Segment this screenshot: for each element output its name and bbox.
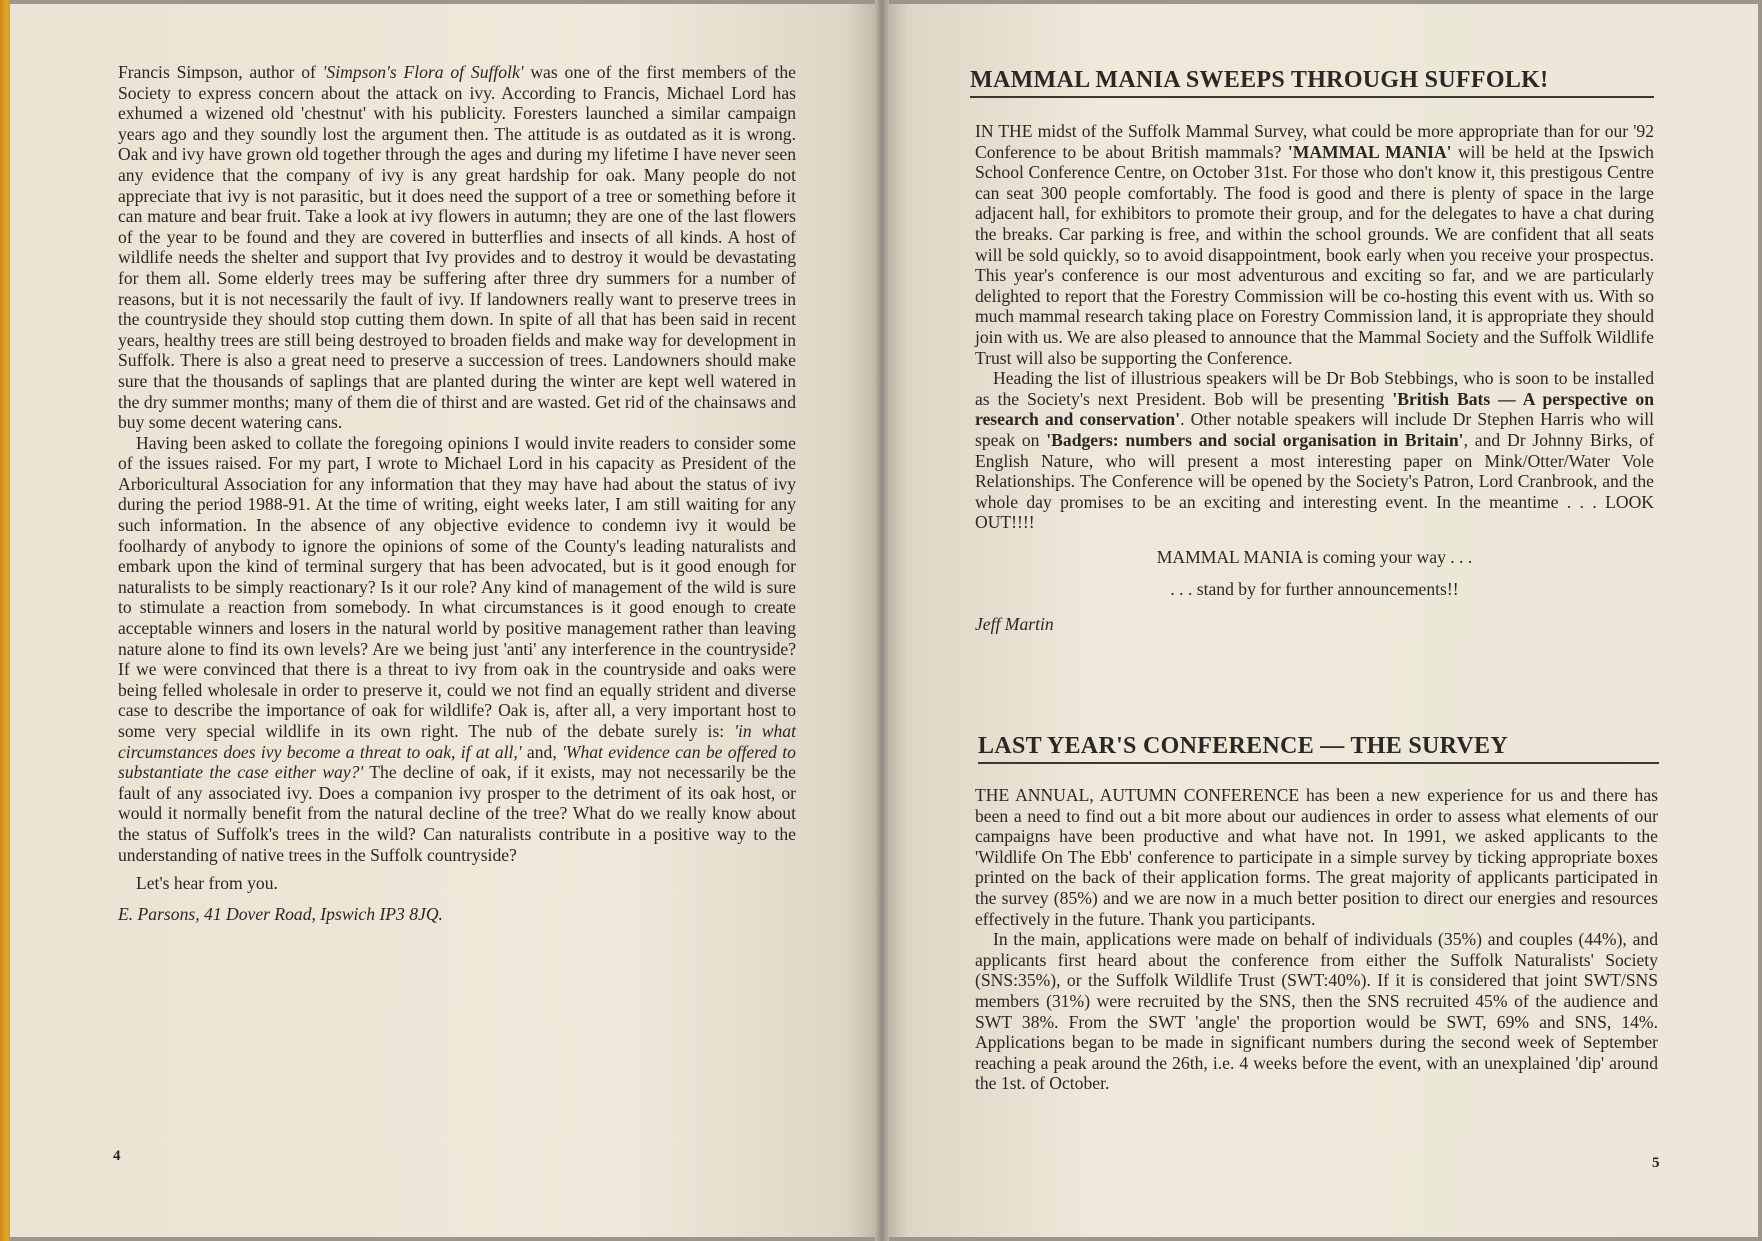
announcement-line-2: . . . stand by for further announcements!!	[1170, 579, 1459, 600]
text-run: 'Badgers: numbers and social organisation in Britain'	[1046, 429, 1464, 450]
page-number-left: 4	[113, 1148, 121, 1164]
text-run: . Other notable speakers will include Dr Stephen Harris who will speak on	[975, 409, 1655, 450]
text-run: 'Simpson's Flora of Suffolk'	[322, 62, 524, 82]
left-paragraph-2	[118, 433, 796, 865]
mammal-paragraph-1	[975, 121, 1654, 368]
text-run: 'in what circumstances does ivy become a threat to oak, if at all,'	[118, 721, 796, 762]
text-run: was one of the first members of the Society to express concern about the attack on ivy. According to Francis, Michael Lord has exhumed a wizened old 'chestnut' with his publicity. Foresters launched a similar campaign years ago and they soundly lost the argument then. The attitude is as outdated as it is wrong. Oak and ivy have grown old together through the ages and during my lifetime I have never seen any evidence that the company of ivy is any great hardship for oak. Many people do not appreciate that ivy is not parasitic, but it does need the support of a tree or something before it can mature and bear fruit. Take a look at ivy flowers in autumn; they are one of the last flowers of the year to be found and they are covered in butterflies and insects of all kinds. A host of wildlife needs the shelter and support that Ivy provides and to destroy it would be devastating for them all. Some elderly trees may be suffering after three dry summers for a number of reasons, but it is not necessarily the fault of ivy. If landowners really want to preserve trees in the countryside they should stop cutting them down. In spite of all that has been said in recent years, healthy trees are still being destroyed to broaden fields and make way for development in Suffolk. There is also a great need to preserve a succession of trees. Landowners should make sure that the thousands of saplings that are planted during the winter are kept well watered in the dry summer months; many of them die of thirst and are wasted. Get rid of the chainsaws and buy some decent watering cans.	[118, 62, 796, 433]
text-run: will be held at the Ipswich School Conference Centre, on October 31st. For those who don't know it, this prestigous Centre can seat 300 people comfortably. The food is good and there is plenty of space in the large adjacent hall, for exhibitors to promote their group, and for the delegates to have a chat during the breaks. Car parking is free, and within the school grounds. We are confident that all seats will be sold quickly, so to avoid disappointment, book early when you receive your prospectus. This year's conference is our most adventurous and exciting so far, and we are particularly delighted to report that the Forestry Commission will be co-hosting this event with us. With so much mammal research taking place on Forestry Commission land, it is appropriate they should join with us. We are also pleased to announce that the Mammal Society and the Suffolk Wildlife Trust will also be supporting the Conference.	[975, 141, 1654, 368]
article-heading-survey: LAST YEAR'S CONFERENCE — THE SURVEY	[978, 733, 1659, 764]
text-run: IN THE midst of the Suffolk Mammal Survey, what could be more appropriate than for our '92 Conference to be about British mammals?	[975, 121, 1654, 162]
signoff: Let's hear from you.	[136, 873, 278, 894]
mammal-paragraph-2	[975, 368, 1654, 533]
text-run: 'British Bats — A perspective on research and conservation'	[975, 388, 1654, 430]
text-run: and,	[521, 741, 563, 762]
cover-edge	[0, 0, 10, 1241]
article-heading-mammal-mania: MAMMAL MANIA SWEEPS THROUGH SUFFOLK!	[970, 67, 1654, 98]
announcement-line-1: MAMMAL MANIA is coming your way . . .	[1156, 546, 1473, 567]
page-number-right: 5	[1652, 1155, 1660, 1171]
left-article-body	[118, 62, 796, 924]
binding-gutter	[875, 0, 889, 1241]
text-run: Having been asked to collate the foregoing opinions I would invite readers to consider some of the issues raised. For my part, I wrote to Michael Lord in his capacity as President of the Arboricultural Association for any information that they may have had about the status of ivy during the period 1988-91. At the time of writing, eight weeks later, I am still waiting for any such information. In the absence of any objective evidence to condemn ivy it would be foolhardy of anybody to ignore the opinions of some of the County's leading naturalists and embark upon the kind of terminal surgery that has been advocated, but is it good enough for naturalists to be simply reactionary? Is it our role? Any kind of management of the wild is sure to stimulate a reaction from somebody. In what circumstances is it good enough to create acceptable winners and losers in the natural world by positive management rather than leaving nature alone to find its own levels? Are we being just 'anti' any interference in the countryside? If we were convinced that there is a threat to ivy from oak in the countryside and oaks were being felled wholesale in order to preserve it, could we not find an equally strident and diverse case to describe the importance of oak for wildlife? Oak is, after all, a very important host to some very special wildlife in its own right. The nub of the debate surely is:	[118, 432, 796, 741]
text-run: 'What evidence can be offered to substantiate the case either way?'	[118, 741, 796, 783]
text-run: Francis Simpson, author of	[118, 62, 323, 82]
text-run: , and Dr Johnny Birks, of English Nature, who will present a most interesting paper on Mink/Otter/Water Vole Relationships. The Conference will be opened by the Society's Patron, Lord Cranbrook, and the whole day promises to be an exciting and interesting event. In the meantime . . . LOOK OUT!!!!	[975, 429, 1655, 533]
text-run: The decline of oak, if it exists, may not necessarily be the fault of any associated ivy. Does a companion ivy prosper to the detriment of its oak host, or would it normally benefit from the natural decline of the tree? What do we really know about the status of Suffolk's trees in the wild? Can naturalists contribute in a positive way to the understanding of native trees in the Suffolk countryside?	[118, 762, 796, 865]
survey-paragraph-2	[975, 929, 1658, 1094]
mammal-mania-body	[975, 121, 1654, 635]
text-run: Heading the list of illustrious speakers will be Dr Bob Stebbings, who is soon to be installed as the Society's next President. Bob will be presenting	[975, 368, 1654, 409]
author-address: E. Parsons, 41 Dover Road, Ipswich IP3 8JQ.	[118, 903, 443, 924]
survey-paragraph-1	[975, 785, 1658, 929]
text-run: 'MAMMAL MANIA'	[1287, 141, 1452, 162]
text-run: THE ANNUAL, AUTUMN CONFERENCE has been a new experience for us and there has been a need to find out a bit more about our audiences in order to assess what elements of our campaigns have been productive and what have not. In 1991, we asked applicants to the 'Wildlife On The Ebb' conference to participate in a simple survey by ticking appropriate boxes printed on the back of their application forms. The great majority of applicants participated in the survey (85%) and we are now in a much better position to direct our energies and resources effectively in the future. Thank you participants.	[975, 785, 1658, 929]
text-run: In the main, applications were made on behalf of individuals (35%) and couples (44%), and applicants first heard about the conference from either the Suffolk Naturalists' Society (SNS:35%), or the Suffolk Wildlife Trust (SWT:40%). If it is considered that joint SWT/SNS members (31%) were recruited by the SNS, then the SNS recruited 45% of the audience and SWT 38%. From the SWT 'angle' the proportion would be SWT, 69% and SNS, 14%. Applications began to be made in significant numbers during the second week of September reaching a peak around the 26th, i.e. 4 weeks before the event, with an unexplained 'dip' around the 1st. of October.	[975, 929, 1658, 1094]
left-paragraph-1	[118, 62, 796, 433]
survey-body	[975, 785, 1658, 1094]
article-author: Jeff Martin	[975, 614, 1054, 635]
